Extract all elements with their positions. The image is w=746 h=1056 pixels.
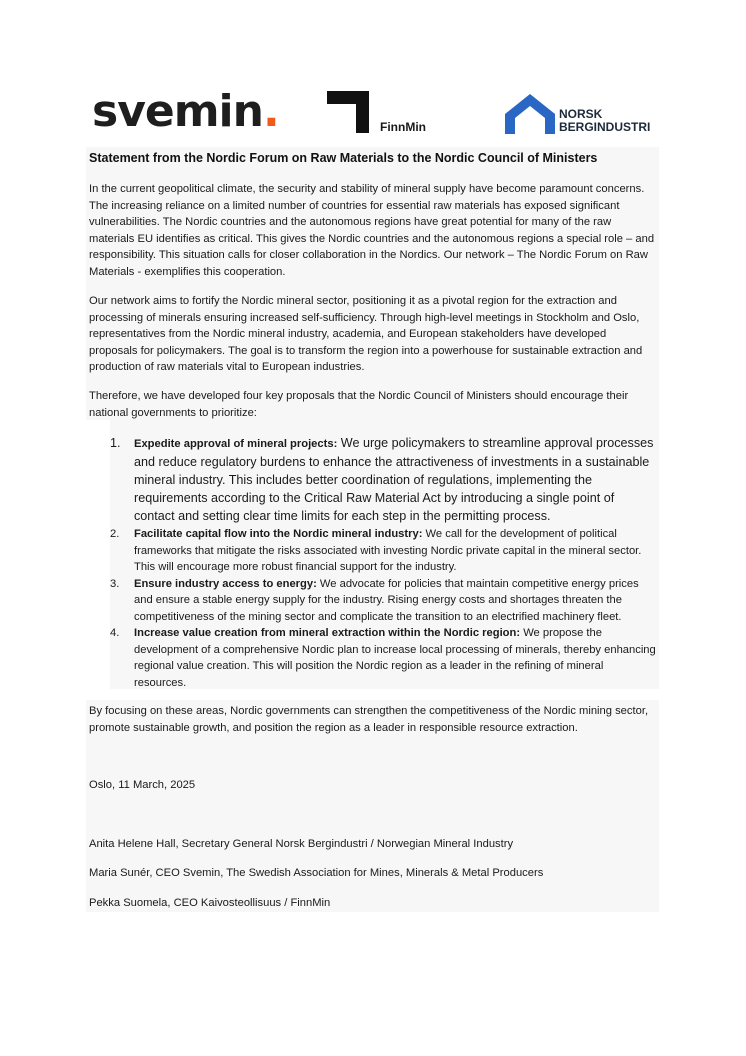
logo-header [0, 0, 746, 145]
proposals-list [110, 434, 656, 691]
signatory: Maria Sunér, CEO Svemin, The Swedish Association for Mines, Minerals & Metal Producers [89, 867, 544, 879]
norsk-bergindustri-logo-icon [505, 94, 555, 134]
signatory: Anita Helene Hall, Secretary General Norsk Bergindustri / Norwegian Mineral Industry [89, 838, 514, 850]
list-item: 3. Ensure industry access to energy: We advocate for policies that maintain competitive energy prices and ensure a stable energy supply for the industry. Rising energy costs and shortages threaten the competitiveness of the mining sector and complicate the transition to an electrified machinery fleet. [110, 577, 639, 623]
finnmin-logo-icon [327, 91, 369, 133]
list-item: 1. Expedite approval of mineral projects: We urge policymakers to streamline approval processes and reduce regulatory burdens to enhance the attractiveness of investments in a sustainable mineral industry. This includes better coordination of regulations, implementing the requirements according to the Critical Raw Material Act by introducing a single point of contact and setting clear time limits for each step in the permitting process. [110, 436, 654, 523]
list-item: 4. Increase value creation from mineral extraction within the Nordic region: We propose the development of a comprehensive Nordic plan to increase local processing of minerals, thereby enhancing regional value creation. This will position the Nordic region as a leader in the refining of mineral resources. [110, 627, 656, 689]
paragraph-intro: In the current geopolitical climate, the security and stability of mineral supply have become paramount concerns. The increasing reliance on a limited number of countries for essential raw materials has exposed significant vulnerabilities. The Nordic countries and the autonomous regions have great potential for many of the raw materials EU identifies as critical. This gives the Nordic countries and the autonomous regions a special role – and responsibility. This situation calls for closer collaboration in the Nordics. Our network – The Nordic Forum on Raw Materials - exemplifies this cooperation. [89, 183, 655, 278]
paragraph-network: Our network aims to fortify the Nordic mineral sector, positioning it as a pivotal region for the extraction and processing of minerals ensuring increased self-sufficiency. Through high-level meetings in Stockholm and Oslo, representatives from the Nordic mineral industry, academia, and European stakeholders have developed proposals for policymakers. The goal is to transform the region into a powerhouse for sustainable extraction and production of raw materials vital to European industries. [89, 295, 643, 373]
date-line: Oslo, 11 March, 2025 [89, 779, 196, 791]
document-title: Statement from the Nordic Forum on Raw Materials to the Nordic Council of Ministers [89, 151, 598, 165]
paragraph-closing: By focusing on these areas, Nordic governments can strengthen the competitiveness of the Nordic mining sector, promote sustainable growth, and position the region as a leader in responsible resource extraction. [89, 705, 649, 734]
svemin-logo: svemin. [92, 86, 279, 137]
norsk-bergindustri-logo-text: NORSK BERGINDUSTRI [559, 107, 651, 134]
paragraph-proposals-intro: Therefore, we have developed four key proposals that the Nordic Council of Ministers should encourage their national governments to prioritize: [89, 390, 629, 419]
finnmin-logo-text: FinnMin [380, 120, 426, 134]
list-item: 2. Facilitate capital flow into the Nordic mineral industry: We call for the development of political frameworks that mitigate the risks associated with investing Nordic private capital in the mineral sector. This will encourage more robust financial support for the industry. [110, 528, 642, 573]
signatory: Pekka Suomela, CEO Kaivosteollisuus / FinnMin [89, 897, 331, 909]
